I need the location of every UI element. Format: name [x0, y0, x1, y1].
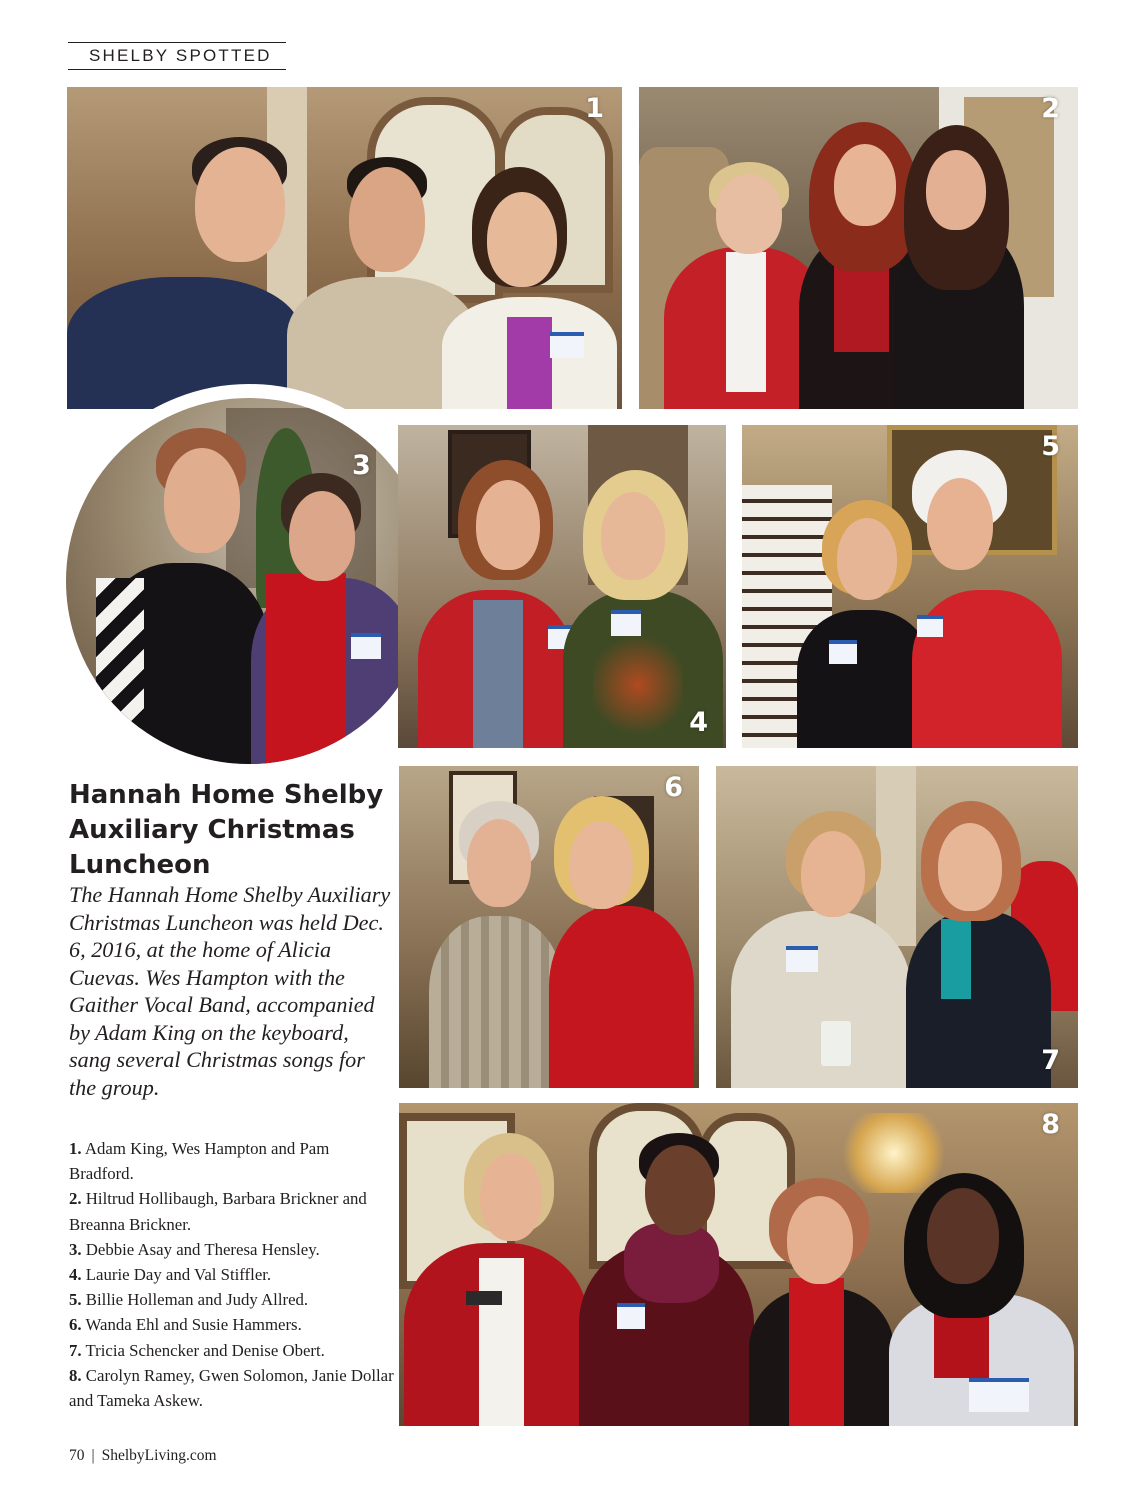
photo-captions — [69, 1136, 394, 1413]
section-header — [68, 42, 286, 70]
photo-5 — [742, 425, 1078, 748]
photo-3 — [52, 384, 446, 778]
caption-item: 2. Hiltrud Hollibaugh, Barbara Brickner and Breanna Brickner. — [69, 1189, 367, 1234]
section-title: SHELBY SPOTTED — [89, 46, 272, 65]
photo-7 — [716, 766, 1078, 1088]
photo-number: 7 — [1041, 1045, 1060, 1076]
photo-8 — [399, 1103, 1078, 1426]
photo-2 — [639, 87, 1078, 409]
photo-6 — [399, 766, 699, 1088]
photo-number: 2 — [1041, 93, 1060, 124]
article-title: Hannah Home Shelby Auxiliary Christmas Luncheon — [69, 780, 384, 880]
caption-item: 6. Wanda Ehl and Susie Hammers. — [69, 1315, 302, 1335]
website-link[interactable]: ShelbyLiving.com — [101, 1447, 217, 1464]
photo-number: 5 — [1041, 431, 1060, 462]
footer-separator: | — [91, 1447, 95, 1464]
photo-4 — [398, 425, 726, 748]
caption-item: 7. Tricia Schencker and Denise Obert. — [69, 1340, 325, 1360]
photo-1 — [67, 87, 622, 409]
page-footer — [69, 1447, 217, 1465]
photo-number: 6 — [664, 772, 683, 803]
photo-number: 1 — [585, 93, 604, 124]
photo-number: 8 — [1041, 1109, 1060, 1140]
caption-item: 3. Debbie Asay and Theresa Hensley. — [69, 1239, 320, 1259]
article-body: The Hannah Home Shelby Auxiliary Christmas Luncheon was held Dec. 6, 2016, at the home of Alicia Cuevas. Wes Hampton with the Gaither Vocal Band, accompanied by Adam King on the keyboard, sang several Christmas songs for the group. — [69, 882, 391, 1100]
caption-item: 8. Carolyn Ramey, Gwen Solomon, Janie Dollar and Tameka Askew. — [69, 1365, 394, 1411]
caption-item: 1. Adam King, Wes Hampton and Pam Bradford. — [69, 1139, 330, 1184]
photo-number: 4 — [689, 707, 708, 738]
page-number: 70 — [69, 1447, 85, 1464]
caption-item: 5. Billie Holleman and Judy Allred. — [69, 1290, 309, 1310]
photo-number: 3 — [352, 450, 371, 481]
caption-item: 4. Laurie Day and Val Stiffler. — [69, 1265, 272, 1285]
